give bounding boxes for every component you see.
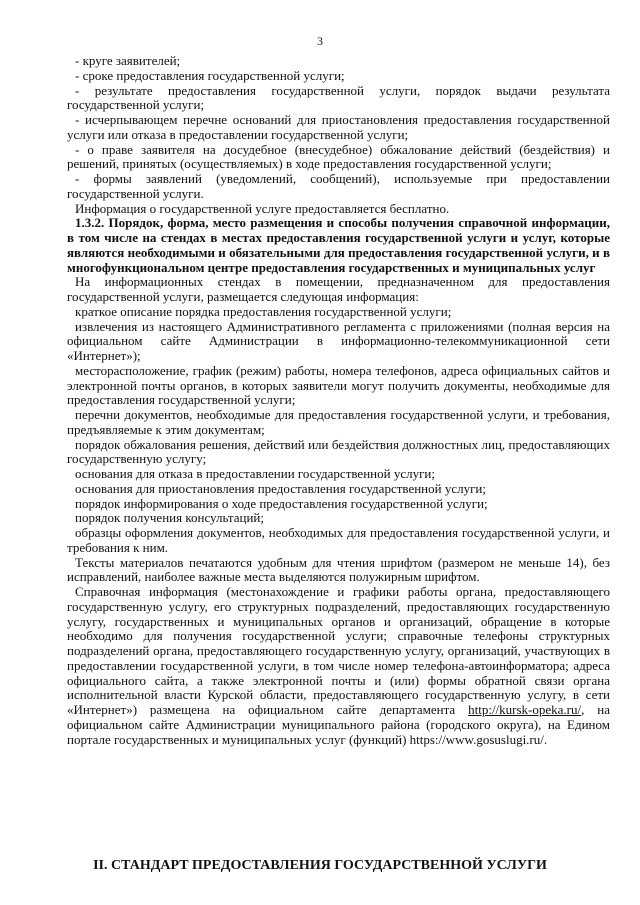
- paragraph-p20: Тексты материалов печатаются удобным для чтения шрифтом (размером не меньше 14), без исправлений, наиболее важные места выделяются полужирным шрифтом.: [67, 554, 610, 585]
- paragraph-p17: порядок информирования о ходе предоставления государственной услуги;: [75, 495, 488, 511]
- paragraph-p13: перечни документов, необходимые для предоставления государственной услуги, и требования, предъявляемые к этим документам;: [67, 407, 610, 437]
- paragraph-p14: порядок обжалования решения, действий или бездействия должностных лиц, предоставляющих государственную услугу;: [67, 436, 610, 467]
- department-site-link[interactable]: http://kursk-opeka.ru/: [468, 702, 582, 717]
- paragraph-p7: Информация о государственной услуге предоставляется бесплатно.: [75, 200, 450, 216]
- reference-info-paragraph: [67, 585, 610, 747]
- page-number: 3: [317, 34, 323, 48]
- paragraph-p9: На информационных стендах в помещении, предназначенном для предоставления государственной услуги, размещается следующая информация:: [67, 274, 610, 304]
- paragraph-p10: краткое описание порядка предоставления государственной услуги;: [75, 303, 452, 319]
- paragraph-p19: образцы оформления документов, необходимых для предоставления государственной услуги, и требования к ним.: [67, 525, 610, 555]
- paragraph-p16: основания для приостановления предоставления государственной услуги;: [75, 480, 487, 496]
- paragraph-p8: 1.3.2. Порядок, форма, место размещения и способы получения справочной информации, в том числе на стендах в местах предоставления государственной услуги и услуг, которые являются необходимыми и обязательными для предоставления государственной услуги, и в многофункциональном центре предоставления государственных и муниципальных услуг: [67, 215, 610, 275]
- paragraph-p1: - круге заявителей;: [75, 53, 181, 68]
- paragraph-list: [67, 54, 610, 585]
- section-heading: II. СТАНДАРТ ПРЕДОСТАВЛЕНИЯ ГОСУДАРСТВЕННОЙ УСЛУГИ: [93, 858, 547, 873]
- paragraph-p18: порядок получения консультаций;: [75, 510, 264, 526]
- paragraph-p15: основания для отказа в предоставлении государственной услуги;: [75, 466, 435, 481]
- paragraph-p5: - о праве заявителя на досудебное (внесудебное) обжалование действий (бездействия) и решений, принятых (осуществляемых) в ходе предоставления государственной услуги;: [67, 141, 610, 172]
- paragraph-p2: - сроке предоставления государственной услуги;: [75, 67, 345, 83]
- document-body: [67, 54, 610, 747]
- paragraph-p11: извлечения из настоящего Административного регламента с приложениями (полная версия на официальном сайте Администрации в информационно-телекоммуникационной сети «Интернет»);: [67, 318, 610, 363]
- reference-info-text-end: , на официальном сайте Администрации муниципального района (городского округа), на Едином портале государственных и муниципальных услуг (функций) https://www.gosuslugi.ru/.: [67, 702, 610, 747]
- paragraph-p6: - формы заявлений (уведомлений, сообщений), используемые при предоставлении государственной услуги.: [67, 171, 610, 201]
- paragraph-p4: - исчерпывающем перечне оснований для приостановления предоставления государственной услуги или отказа в предоставлении государственной услуги;: [67, 112, 610, 142]
- reference-info-text: Справочная информация (местонахождение и графики работы органа, предоставляющего государственную услугу, его структурных подразделений, предоставляющих государственную услугу, государственных и муниципальных органов и организаций, обращение в которые необходимо для получения государственной услуги; справочные телефоны структурных подразделений органа, предоставляющего государственную услугу, организаций, участвующих в предоставлении государственной услуги, в том числе номер телефона-автоинформатора; адреса официального сайта, а также электронной почты и (или) формы обратной связи органа исполнительной власти Курской области, предоставляющего государственную услугу, в сети «Интернет») размещена на официальном сайте департамента: [67, 584, 610, 717]
- paragraph-p12: месторасположение, график (режим) работы, номера телефонов, адреса официальных сайтов и электронной почты органов, в которых заявители могут получить документы, необходимые для предоставления государственной услуги;: [67, 362, 610, 408]
- paragraph-p3: - результате предоставления государственной услуги, порядок выдачи результата государственной услуги;: [67, 82, 610, 113]
